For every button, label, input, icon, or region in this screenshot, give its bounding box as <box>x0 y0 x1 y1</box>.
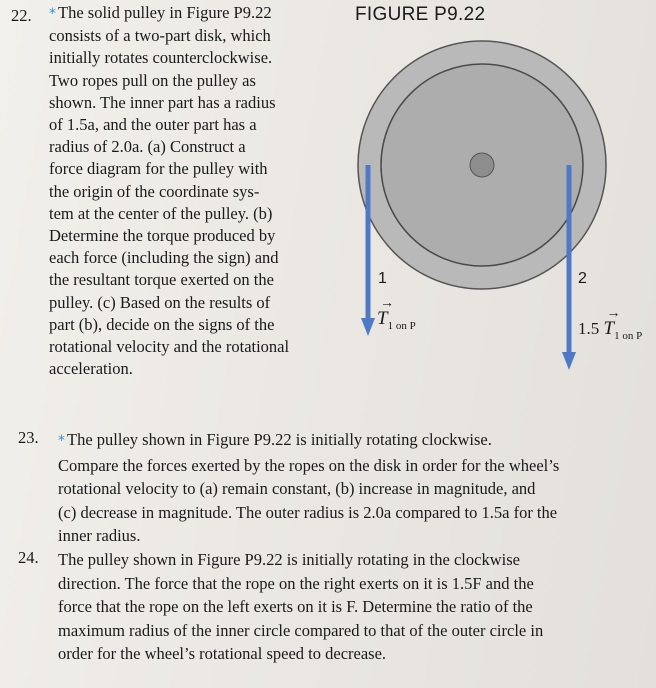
star-icon: * <box>49 6 56 22</box>
problem-22-line: rotational velocity and the rotational <box>49 337 290 357</box>
problem-24-line: order for the wheel’s rotational speed to decrease. <box>58 644 387 664</box>
problem-24-text <box>58 548 543 666</box>
problem-22-line: * The solid pulley in Figure P9.22 <box>49 3 272 22</box>
right-rope-label: 2 <box>578 270 587 287</box>
problem-22-line: force diagram for the pulley with <box>49 159 268 179</box>
problem-22-number: 22. <box>11 6 32 25</box>
problem-22-line: consists of a two-part disk, which <box>49 26 271 46</box>
problem-23-line: rotational velocity to (a) remain constant, (b) increase in magnitude, and <box>58 479 536 499</box>
problem-24-number: 24. <box>18 548 39 567</box>
star-icon: * <box>58 433 65 449</box>
problem-22-line: each force (including the sign) and <box>49 248 279 268</box>
problem-23-line: inner radius. <box>58 526 141 546</box>
right-force-arrowhead <box>562 352 576 370</box>
problem-24-line: force that the rope on the left exerts on it is F. Determine the ratio of the <box>58 597 533 617</box>
problem-22-line: the origin of the coordinate sys- <box>49 181 260 201</box>
problem-23-line: (c) decrease in magnitude. The outer radius is 2.0a compared to 1.5a for the <box>58 502 558 522</box>
problem-23-line: Compare the forces exerted by the ropes on the disk in order for the wheel’s <box>58 455 560 475</box>
problem-23-line: * The pulley shown in Figure P9.22 is initially rotating clockwise. <box>58 430 492 449</box>
problem-23-number: 23. <box>18 428 39 447</box>
left-force-label: → $T_{1 on P}$ <box>377 296 416 332</box>
problem-22-line: Determine the torque produced by <box>49 226 276 246</box>
problem-22-line: acceleration. <box>49 359 133 379</box>
problem-22-line: initially rotates counterclockwise. <box>49 48 273 68</box>
problem-22-line: Two ropes pull on the pulley as <box>49 70 256 90</box>
vector-arrow-icon: → <box>380 296 394 311</box>
problem-22-line: of 1.5a, and the outer part has a <box>49 115 257 135</box>
problem-22-line: tem at the center of the pulley. (b) <box>49 203 273 223</box>
left-force-arrowhead <box>361 318 375 336</box>
problem-24-line: direction. The force that the rope on the right exerts on it is 1.5F and the <box>58 573 534 593</box>
problem-22-line: the resultant torque exerted on the <box>49 270 274 290</box>
problem-22-line: pulley. (c) Based on the results of <box>49 292 271 312</box>
left-rope-label: 1 <box>378 270 387 287</box>
problem-24-line: The pulley shown in Figure P9.22 is initially rotating in the clockwise <box>58 550 520 569</box>
right-force-label: 1.5 → $T_{1 on P}$ <box>578 306 643 342</box>
problem-22-line: part (b), decide on the signs of the <box>49 314 275 334</box>
problem-23-text <box>58 428 559 548</box>
hub <box>470 153 494 177</box>
problem-22-line: radius of 2.0a. (a) Construct a <box>49 137 246 157</box>
problem-22-line: shown. The inner part has a radius <box>49 92 276 112</box>
figure-title: FIGURE P9.22 <box>355 4 486 25</box>
problem-24-line: maximum radius of the inner circle compared to that of the outer circle in <box>58 620 544 640</box>
vector-arrow-icon: → <box>606 306 621 321</box>
